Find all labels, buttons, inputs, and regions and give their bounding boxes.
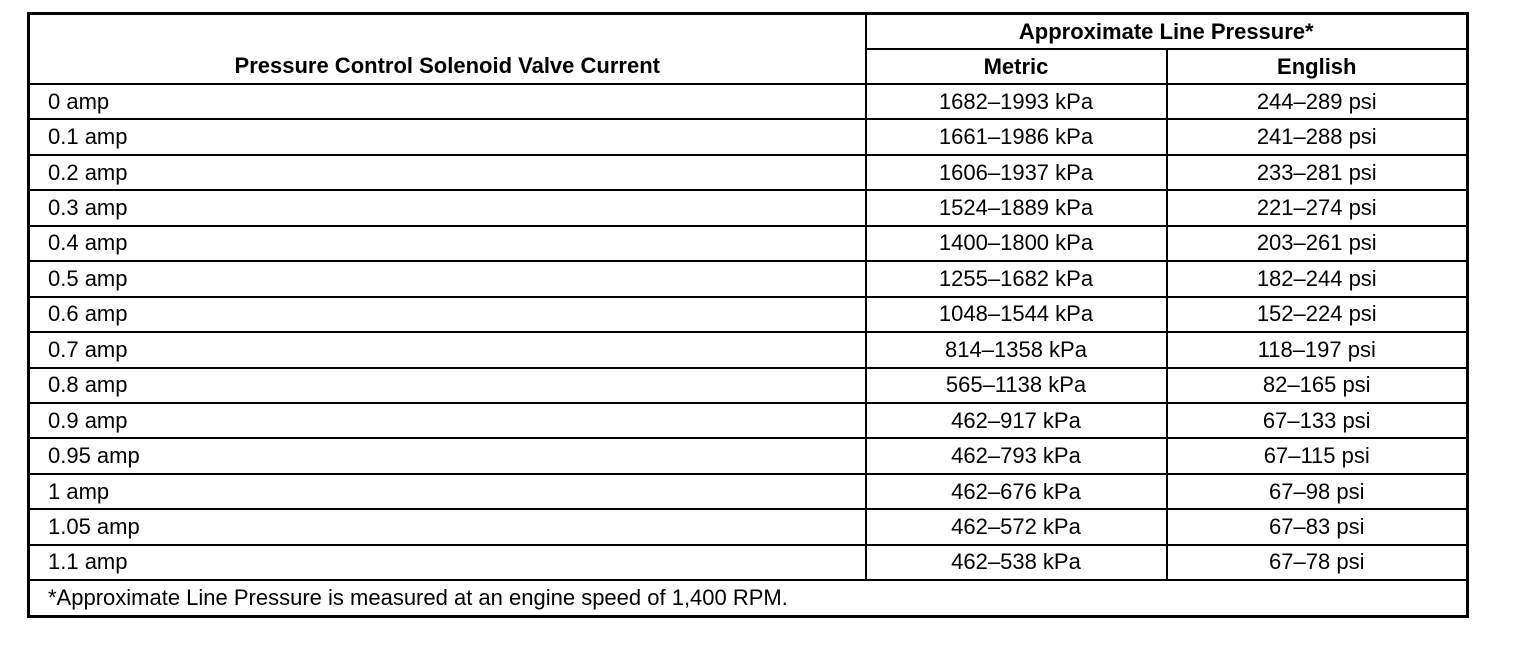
table-row xyxy=(29,84,1468,119)
table-row xyxy=(29,438,1468,473)
current-cell: 1.05 amp xyxy=(29,509,866,544)
footnote: *Approximate Line Pressure is measured at an engine speed of 1,400 RPM. xyxy=(29,580,1468,617)
table-header xyxy=(29,14,1468,85)
table-row xyxy=(29,403,1468,438)
table-row xyxy=(29,190,1468,225)
table-row xyxy=(29,119,1468,154)
current-cell: 0.4 amp xyxy=(29,226,866,261)
metric-cell: 565–1138 kPa xyxy=(866,368,1167,403)
table-row xyxy=(29,545,1468,580)
current-cell: 0 amp xyxy=(29,84,866,119)
english-cell: 233–281 psi xyxy=(1167,155,1468,190)
metric-cell: 462–572 kPa xyxy=(866,509,1167,544)
english-cell: 244–289 psi xyxy=(1167,84,1468,119)
metric-cell: 462–538 kPa xyxy=(866,545,1167,580)
current-cell: 0.7 amp xyxy=(29,332,866,367)
header-row-group xyxy=(29,14,1468,50)
english-cell: 67–133 psi xyxy=(1167,403,1468,438)
current-cell: 0.9 amp xyxy=(29,403,866,438)
english-cell: 67–98 psi xyxy=(1167,474,1468,509)
english-cell: 67–78 psi xyxy=(1167,545,1468,580)
line-pressure-table xyxy=(27,12,1469,618)
table-row xyxy=(29,261,1468,296)
table-body xyxy=(29,84,1468,580)
table-row xyxy=(29,368,1468,403)
english-cell: 221–274 psi xyxy=(1167,190,1468,225)
metric-cell: 462–793 kPa xyxy=(866,438,1167,473)
metric-cell: 1606–1937 kPa xyxy=(866,155,1167,190)
english-cell: 203–261 psi xyxy=(1167,226,1468,261)
header-english: English xyxy=(1167,49,1468,84)
current-cell: 0.1 amp xyxy=(29,119,866,154)
footnote-row xyxy=(29,580,1468,617)
current-cell: 0.6 amp xyxy=(29,297,866,332)
metric-cell: 1524–1889 kPa xyxy=(866,190,1167,225)
metric-cell: 462–917 kPa xyxy=(866,403,1167,438)
table-row xyxy=(29,226,1468,261)
table-row xyxy=(29,332,1468,367)
english-cell: 67–83 psi xyxy=(1167,509,1468,544)
header-metric: Metric xyxy=(866,49,1167,84)
metric-cell: 1048–1544 kPa xyxy=(866,297,1167,332)
table-row xyxy=(29,509,1468,544)
metric-cell: 1682–1993 kPa xyxy=(866,84,1167,119)
current-cell: 0.5 amp xyxy=(29,261,866,296)
current-cell: 0.2 amp xyxy=(29,155,866,190)
current-cell: 0.95 amp xyxy=(29,438,866,473)
metric-cell: 462–676 kPa xyxy=(866,474,1167,509)
metric-cell: 814–1358 kPa xyxy=(866,332,1167,367)
current-cell: 0.3 amp xyxy=(29,190,866,225)
english-cell: 82–165 psi xyxy=(1167,368,1468,403)
metric-cell: 1661–1986 kPa xyxy=(866,119,1167,154)
current-cell: 0.8 amp xyxy=(29,368,866,403)
metric-cell: 1255–1682 kPa xyxy=(866,261,1167,296)
table-footer xyxy=(29,580,1468,617)
header-current: Pressure Control Solenoid Valve Current xyxy=(29,14,866,85)
current-cell: 1 amp xyxy=(29,474,866,509)
english-cell: 241–288 psi xyxy=(1167,119,1468,154)
english-cell: 118–197 psi xyxy=(1167,332,1468,367)
table-row xyxy=(29,474,1468,509)
english-cell: 67–115 psi xyxy=(1167,438,1468,473)
english-cell: 152–224 psi xyxy=(1167,297,1468,332)
english-cell: 182–244 psi xyxy=(1167,261,1468,296)
table-row xyxy=(29,155,1468,190)
metric-cell: 1400–1800 kPa xyxy=(866,226,1167,261)
table-row xyxy=(29,297,1468,332)
header-line-pressure: Approximate Line Pressure* xyxy=(866,14,1468,50)
current-cell: 1.1 amp xyxy=(29,545,866,580)
